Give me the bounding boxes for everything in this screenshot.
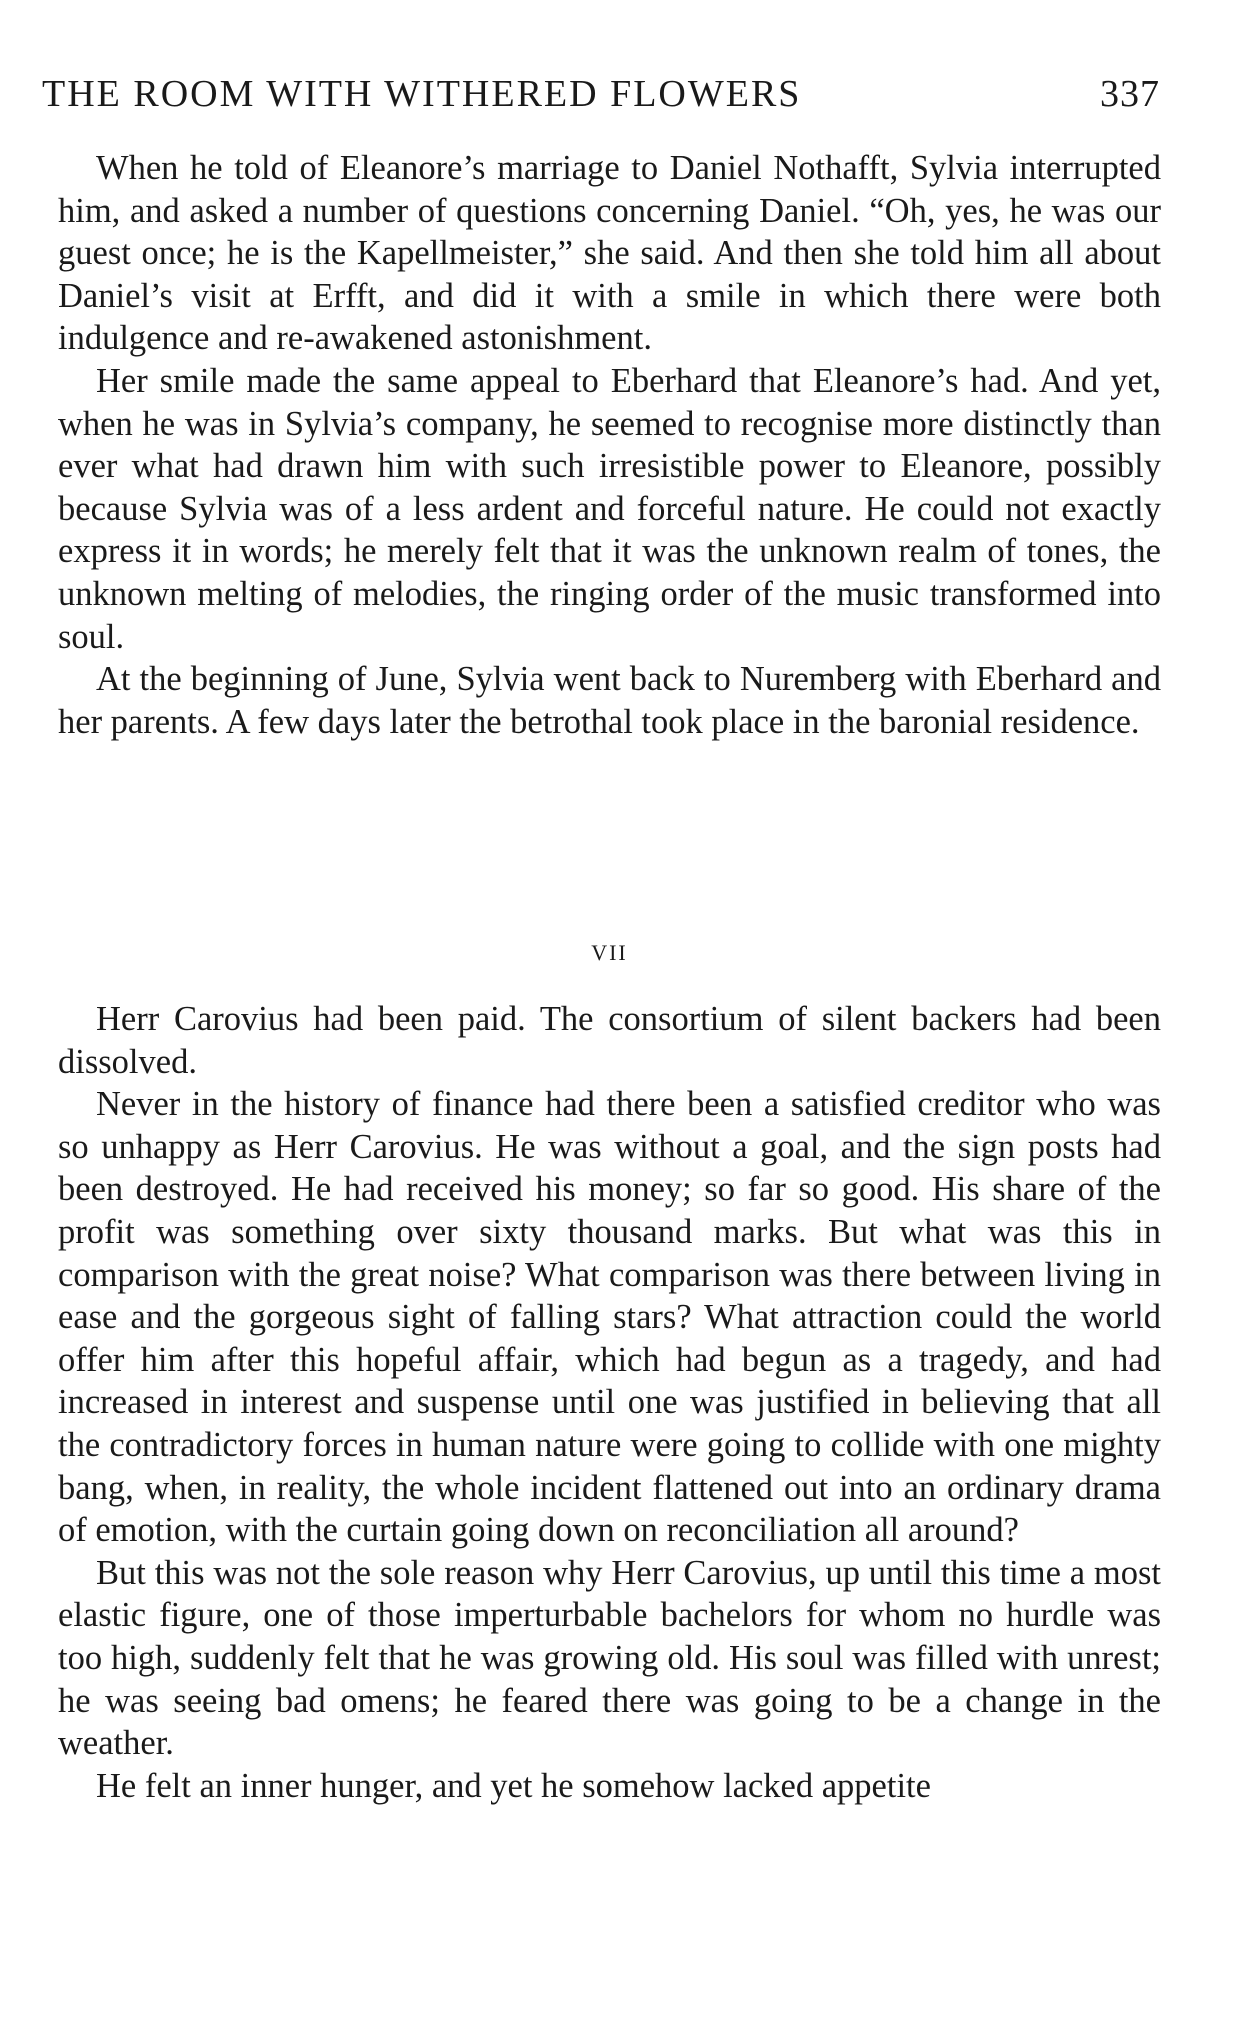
running-title: THE ROOM WITH WITHERED FLOWERS xyxy=(42,73,802,115)
section-heading: VII xyxy=(591,940,628,965)
paragraph: Herr Carovius had been paid. The consortium of silent backers had been dissolved. xyxy=(58,1000,1161,1081)
paragraph: When he told of Eleanore’s marriage to Daniel Nothafft, Sylvia interrupted him, and asked a number of questions concerning Daniel. “Oh, yes, he was our guest once; he is the Kapellmeister,” she said. And then she told him all about Daniel’s visit at Erfft, and did it with a smile in which there were both indulgence and re-awakened astonishment. xyxy=(58,149,1161,358)
running-head xyxy=(42,72,1160,116)
paragraph: He felt an inner hunger, and yet he somehow lacked appetite xyxy=(96,1766,931,1805)
page-number: 337 xyxy=(1100,73,1160,115)
paragraph: But this was not the sole reason why Herr Carovius, up until this time a most elastic figure, one of those imperturbable bachelors for whom no hurdle was too high, suddenly felt that he was growing old. His soul was filled with unrest; he was seeing bad omens; he feared there was going to be a change in the weather. xyxy=(58,1553,1161,1763)
paragraph: Never in the history of finance had there been a satisfied creditor who was so unhappy as Herr Carovius. He was without a goal, and the sign posts had been destroyed. He had received his money; so far so good. His share of the profit was something over sixty thousand marks. But what was this in comparison with the great noise? What comparison was there between living in ease and the gorgeous sight of falling stars? What attraction could the world offer him after this hopeful affair, which had begun as a tragedy, and had increased in interest and suspense until one was justified in believing that all the contradictory forces in human nature were going to collide with one mighty bang, when, in reality, the whole incident flattened out into an ordinary drama of emotion, with the curtain going down on reconciliation all around? xyxy=(58,1085,1161,1550)
paragraph: At the beginning of June, Sylvia went back to Nuremberg with Eberhard and her parents. A few days later the betrothal took place in the baronial residence. xyxy=(58,660,1161,741)
section-one-text xyxy=(58,147,1161,743)
paragraph: Her smile made the same appeal to Eberhard that Eleanore’s had. And yet, when he was in Sylvia’s company, he seemed to recognise more distinctly than ever what had drawn him with such irresistible power to Eleanore, possibly because Sylvia was of a less ardent and forceful nature. He could not exactly express it in words; he merely felt that it was the unknown realm of tones, the unknown melting of melodies, the ringing order of the music transformed into soul. xyxy=(58,361,1161,656)
section-two-text xyxy=(58,998,1161,1807)
